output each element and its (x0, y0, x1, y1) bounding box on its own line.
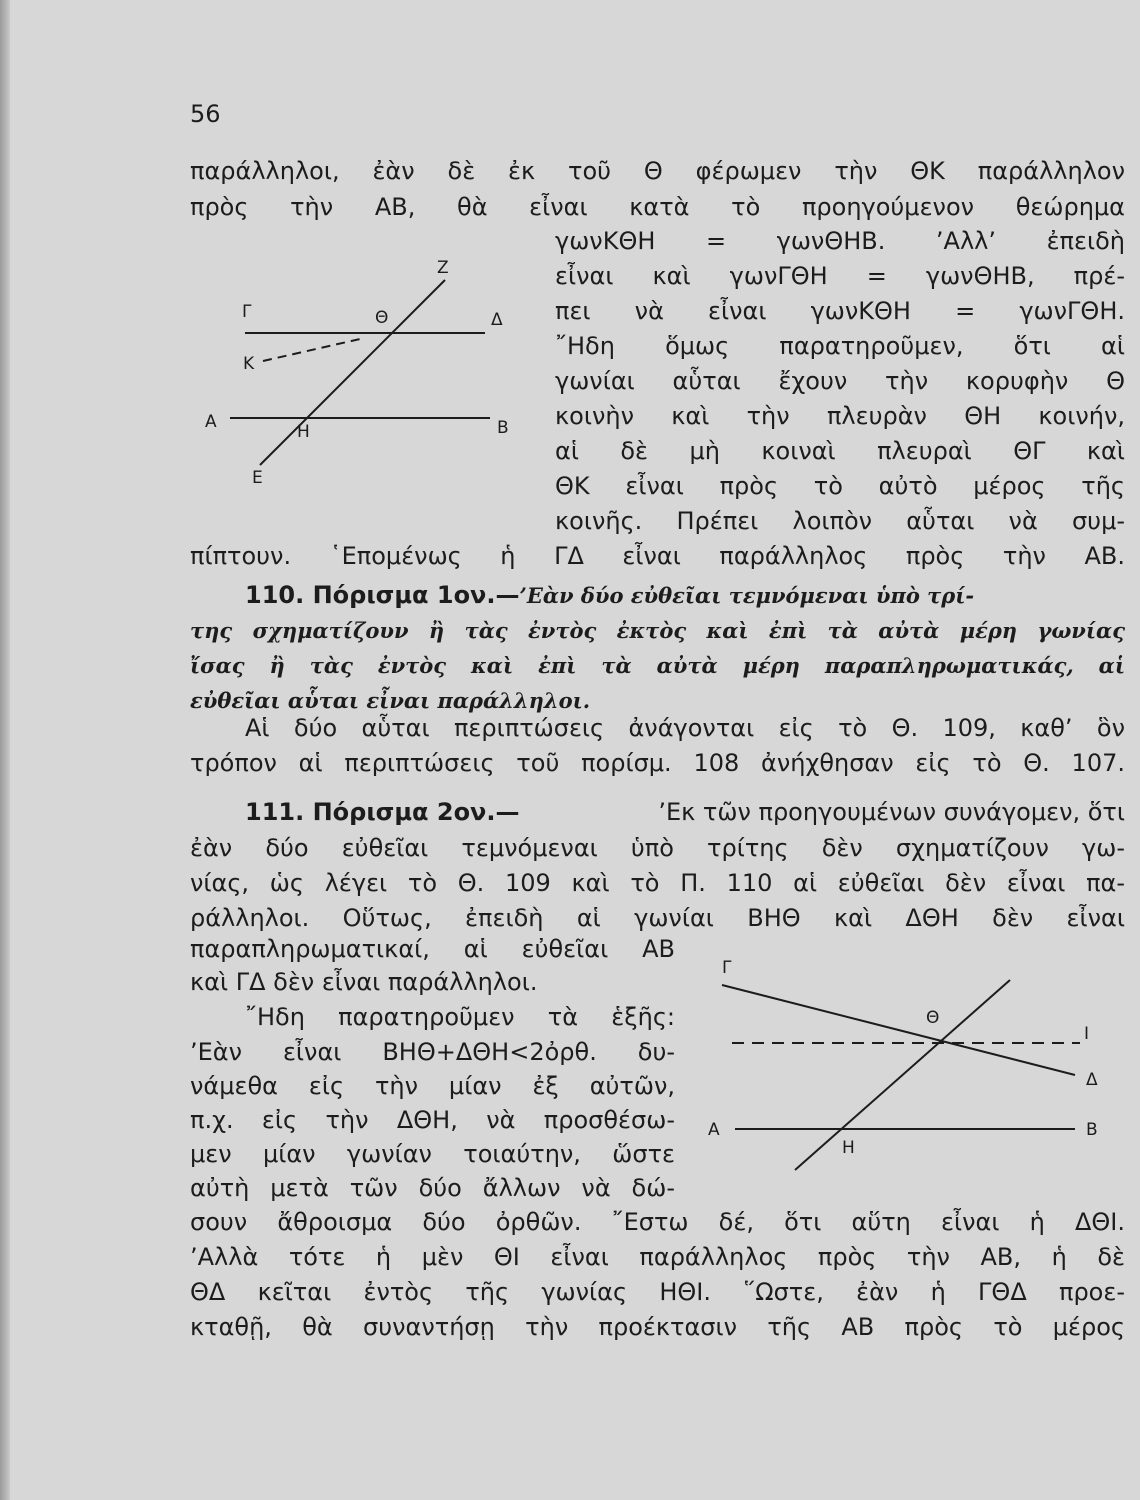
line-k-theta-dashed (263, 339, 360, 361)
text-line: πρὸς τὴν ΑΒ, θὰ εἶναι κατὰ τὸ προηγούμενον θεώρημα (190, 193, 1125, 221)
text-line: κοινῆς. Πρέπει λοιπὸν αὗται νὰ συμ- (555, 507, 1125, 535)
text-line: αἱ δὲ μὴ κοιναὶ πλευραὶ ΘΓ καὶ (555, 437, 1125, 465)
text-line: Αἱ δύο αὗται περιπτώσεις ἀνάγονται εἰς τὸ Θ. 109, καθ’ ὃν (245, 714, 1125, 742)
text-line: παράλληλοι, ἐὰν δὲ ἐκ τοῦ Θ φέρωμεν τὴν ΘΚ παράλληλον (190, 157, 1125, 185)
text-line: αὐτὴ μετὰ τῶν δύο ἄλλων νὰ δώ- (190, 1174, 675, 1202)
label-k: K (243, 354, 255, 374)
text-line: π.χ. εἰς τὴν ΔΘΗ, νὰ προσθέσω- (190, 1106, 675, 1134)
label-delta: Δ (491, 310, 503, 330)
text-line: καὶ ΓΔ δὲν εἶναι παράλληλοι. (190, 968, 538, 996)
section-110-first-line (245, 580, 1125, 611)
text-line: παραπληρωματικαί, αἱ εὐθεῖαι ΑΒ (190, 935, 675, 963)
text-line: τρόπον αἱ περιπτώσεις τοῦ πορίσμ. 108 ἀνήχθησαν εἰς τὸ Θ. 107. (190, 749, 1125, 777)
page-number: 56 (190, 100, 221, 128)
label-theta: Θ (926, 1008, 940, 1028)
text-line: ΘΚ εἶναι πρὸς τὸ αὐτὸ μέρος τῆς (555, 472, 1125, 500)
label-z: Z (437, 258, 449, 278)
line-gamma-delta (722, 985, 1075, 1075)
transversal-z-e (260, 280, 445, 465)
label-b: B (1086, 1120, 1098, 1140)
text-span: ’Εκ τῶν προηγουμένων συνάγομεν, ὅτι (658, 798, 1125, 826)
text-line: γωνΚΘΗ = γωνΘΗΒ. ’Αλλ’ ἐπειδὴ (555, 227, 1125, 255)
label-gamma: Γ (722, 958, 732, 978)
text-line-italic: της σχηματίζουν ἢ τὰς ἐντὸς ἐκτὸς καὶ ἐπὶ τὰ αὐτὰ μέρη γωνίας (190, 618, 1125, 643)
text-line: σουν ἄθροισμα δύο ὀρθῶν. ῎Εστω δέ, ὅτι αὕτη εἶναι ἡ ΔΘΙ. (190, 1208, 1125, 1236)
text-line: ῎Ηδη ὅμως παρατηροῦμεν, ὅτι αἱ (555, 332, 1125, 360)
label-h: H (297, 422, 310, 442)
figure-parallel-lines-1 (195, 255, 525, 495)
section-111-first-line (245, 797, 1125, 827)
text-line-italic: ἴσας ἢ τὰς ἐντὸς καὶ ἐπὶ τὰ αὐτὰ μέρη παραπληρωματικάς, αἱ (190, 653, 1125, 678)
text-line: ῎Ηδη παρατηροῦμεν τὰ ἑξῆς: (245, 1003, 675, 1031)
text-line: πει νὰ εἶναι γωνΚΘΗ = γωνΓΘΗ. (555, 297, 1125, 325)
section-111-label: 111. Πόρισμα 2ον.— (245, 798, 520, 826)
text-line: ’Εὰν εἶναι ΒΗΘ+ΔΘΗ<2ὀρθ. δυ- (190, 1038, 675, 1066)
text-line: ράλληλοι. Οὕτως, ἐπειδὴ αἱ γωνίαι ΒΗΘ καὶ ΔΘΗ δὲν εἶναι (190, 904, 1125, 932)
text-line: νάμεθα εἰς τὴν μίαν ἐξ αὐτῶν, (190, 1072, 675, 1100)
section-110-label: 110. Πόρισμα 1ον.— (245, 581, 520, 609)
text-italic: ’Εὰν δύο εὐθεῖαι τεμνόμεναι ὑπὸ τρί- (519, 583, 975, 608)
text-line: ΘΔ κεῖται ἐντὸς τῆς γωνίας ΗΘΙ. ῞Ωστε, ἐὰν ἡ ΓΘΔ προε- (190, 1278, 1125, 1306)
text-line: κοινὴν καὶ τὴν πλευρὰν ΘΗ κοινήν, (555, 402, 1125, 430)
label-theta: Θ (375, 308, 389, 328)
label-delta: Δ (1086, 1070, 1098, 1090)
text-line: ’Αλλὰ τότε ἡ μὲν ΘΙ εἶναι παράλληλος πρὸς τὴν ΑΒ, ἡ δὲ (190, 1243, 1125, 1271)
text-line: μεν μίαν γωνίαν τοιαύτην, ὥστε (190, 1140, 675, 1168)
transversal (795, 980, 1010, 1170)
label-i: I (1084, 1024, 1090, 1044)
text-line: γωνίαι αὗται ἔχουν τὴν κορυφὴν Θ (555, 367, 1125, 395)
label-gamma: Γ (242, 302, 252, 322)
text-line: πίπτουν. ῾Επομένως ἡ ΓΔ εἶναι παράλληλος πρὸς τὴν ΑΒ. (190, 542, 1125, 570)
label-b: B (497, 418, 509, 438)
label-a: A (708, 1120, 720, 1140)
label-e: E (252, 468, 263, 488)
text-line: εἶναι καὶ γωνΓΘΗ = γωνΘΗΒ, πρέ- (555, 262, 1125, 290)
label-h: H (842, 1138, 855, 1158)
text-line-italic: εὐθεῖαι αὗται εἶναι παράλληλοι. (190, 688, 591, 713)
label-a: A (205, 412, 217, 432)
figure-nonparallel-lines-2 (700, 955, 1120, 1185)
page-edge (0, 0, 10, 1500)
text-line: ἐὰν δύο εὐθεῖαι τεμνόμεναι ὑπὸ τρίτης δὲν σχηματίζουν γω- (190, 834, 1125, 862)
text-line: νίας, ὡς λέγει τὸ Θ. 109 καὶ τὸ Π. 110 αἱ εὐθεῖαι δὲν εἶναι πα- (190, 869, 1125, 897)
text-line: κταθῇ, θὰ συναντήσῃ τὴν προέκτασιν τῆς ΑΒ πρὸς τὸ μέρος (190, 1313, 1125, 1341)
